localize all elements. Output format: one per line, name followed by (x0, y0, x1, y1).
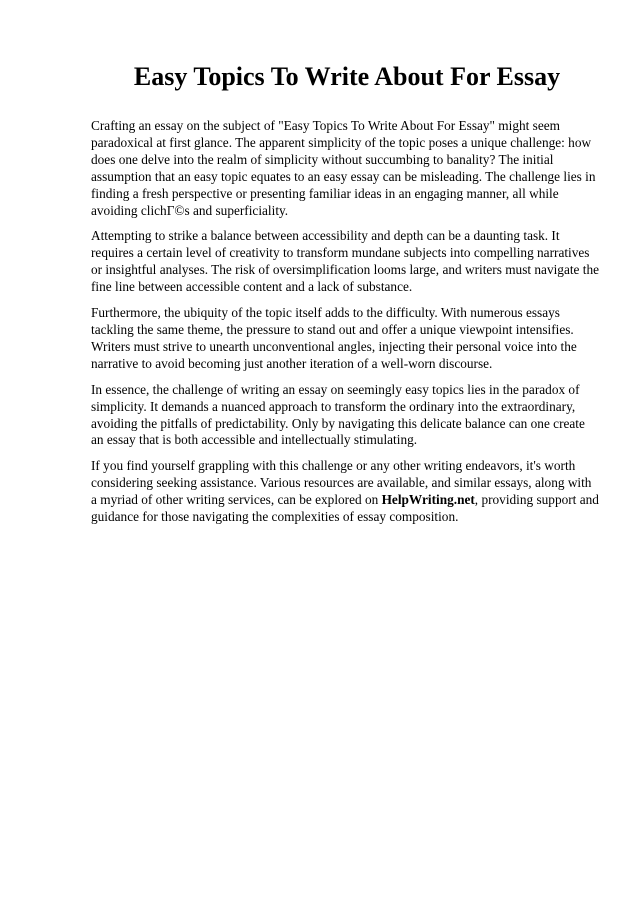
document-body (91, 118, 599, 535)
document-title: Easy Topics To Write About For Essay (133, 62, 561, 91)
paragraph-5-tail: , providing support and guidance for those navigating the complexities of essay composition. (91, 492, 599, 525)
paragraph-3: Furthermore, the ubiquity of the topic itself adds to the difficulty. With numerous essays tackling the same theme, the pressure to stand out and offer a unique viewpoint intensifies. Writers must strive to unearth unconventional angles, injecting their personal voice into the narrative to avoid becoming just another iteration of a well-worn discourse. (91, 305, 577, 371)
paragraph-1: Crafting an essay on the subject of "Easy Topics To Write About For Essay" might seem paradoxical at first glance. The apparent simplicity of the topic poses a unique challenge: how does one delve into the realm of simplicity without succumbing to banality? The initial assumption that an easy topic equates to an easy essay can be misleading. The challenge lies in finding a fresh perspective or presenting familiar ideas in an engaging manner, all while avoiding clichГ©s and superficiality. (91, 118, 596, 218)
paragraph-4: In essence, the challenge of writing an essay on seemingly easy topics lies in the paradox of simplicity. It demands a nuanced approach to transform the ordinary into the extraordinary, avoiding the pitfalls of predictability. Only by navigating this delicate balance can one create an essay that is both accessible and intellectually stimulating. (91, 381, 585, 448)
paragraph-5-lead: If you find yourself grappling with this challenge or any other writing endeavors, it's worth considering seeking assistance. Various resources are available, and similar essays, along with a myriad of other writing services, can be explored on (91, 458, 592, 508)
helpwriting-link[interactable]: HelpWriting.net (381, 492, 475, 508)
paragraph-2: Attempting to strike a balance between accessibility and depth can be a daunting task. It requires a certain level of creativity to transform mundane subjects into compelling narratives or insightful analyses. The risk of oversimplification looms large, and writers must navigate the fine line between accessible content and a lack of substance. (91, 228, 600, 295)
paragraph-5 (91, 458, 599, 526)
